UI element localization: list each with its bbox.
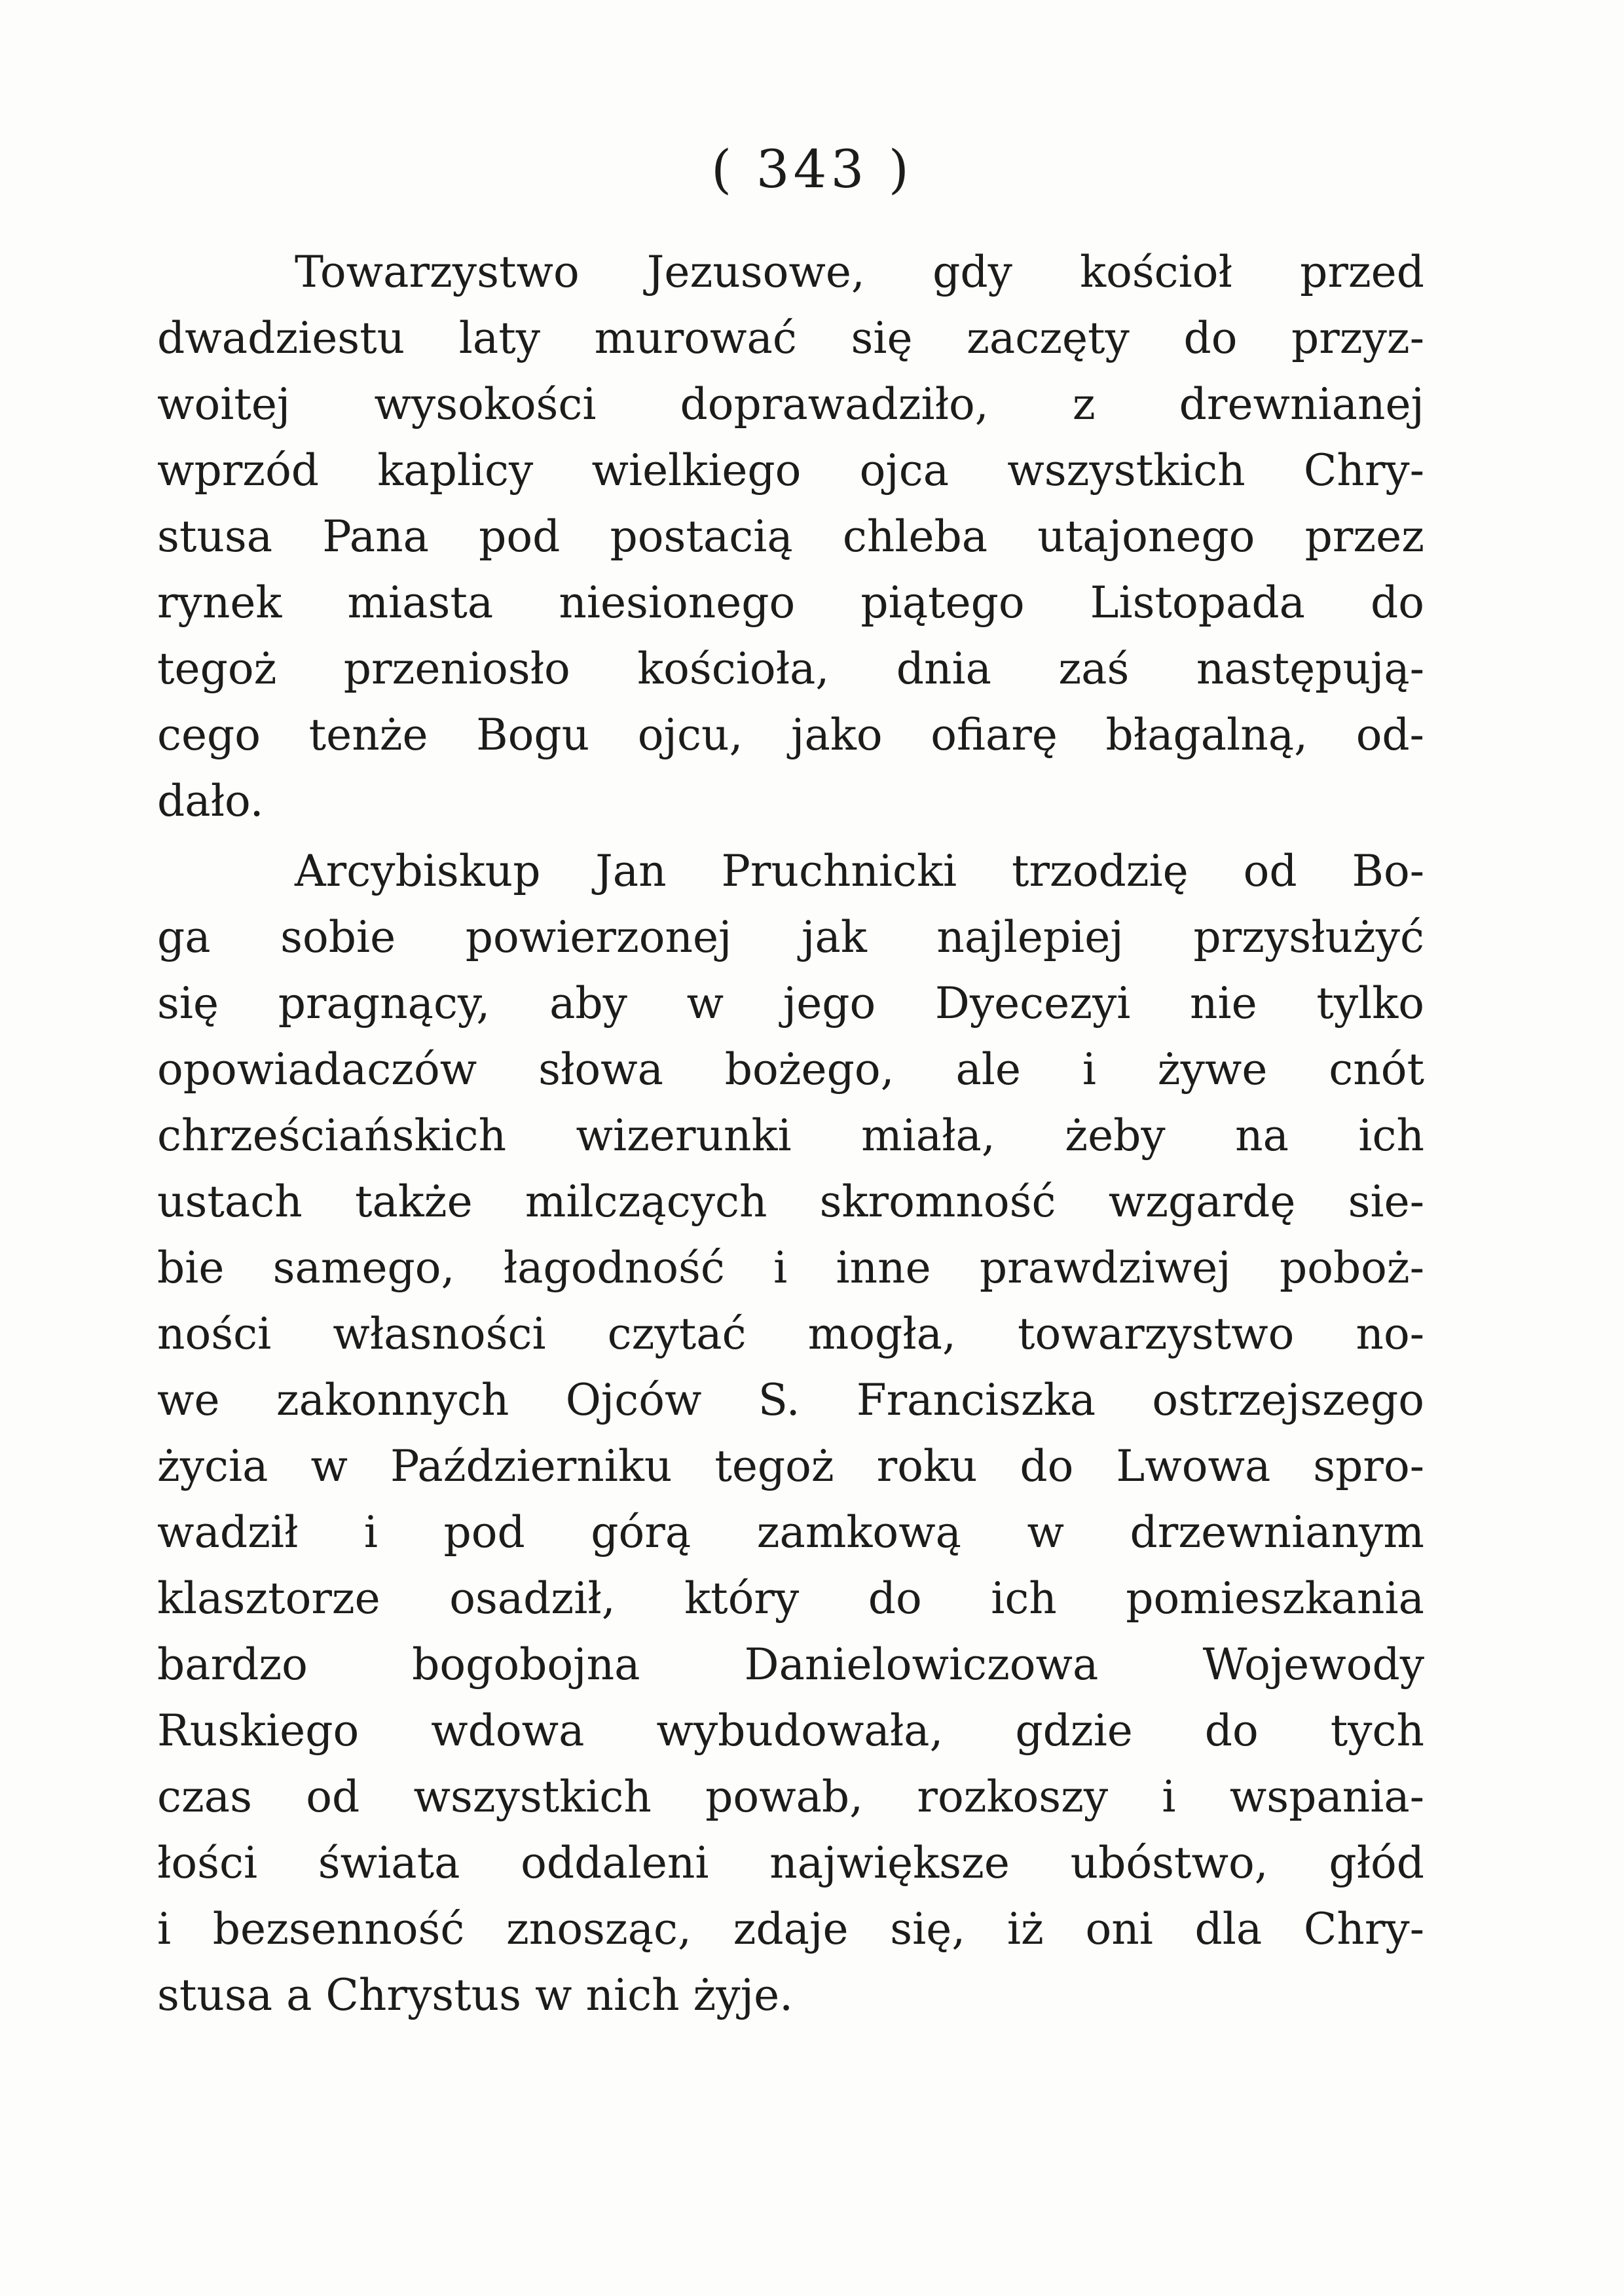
text-line: bardzo bogobojna Danielowiczowa Wojewody — [157, 1639, 1424, 1690]
text-line: dwadziestu laty murować się zaczęty do przyz- — [157, 313, 1424, 363]
text-line: klasztorze osadził, który do ich pomieszkania — [157, 1573, 1424, 1624]
text-line: stusa Pana pod postacią chleba utajonego przez — [157, 511, 1424, 562]
text-line: życia w Październiku tegoż roku do Lwowa spro- — [157, 1441, 1424, 1491]
text-line: woitej wysokości doprawadziło, z drewnianej — [157, 379, 1424, 429]
text-line: się pragnący, aby w jego Dyecezyi nie tylko — [157, 978, 1424, 1029]
text-line: tegoż przeniosło kościoła, dnia zaś następują- — [157, 644, 1424, 694]
text-line: bie samego, łagodność i inne prawdziwej poboż- — [157, 1243, 1424, 1293]
paragraph-1 — [157, 239, 1424, 834]
text-line: dało. — [157, 776, 264, 826]
text-line: stusa a Chrystus w nich żyje. — [157, 1970, 794, 2020]
text-line: ności własności czytać mogła, towarzystwo no- — [157, 1309, 1424, 1359]
text-line: cego tenże Bogu ojcu, jako ofiarę błagalną, od- — [157, 710, 1424, 760]
text-line: ga sobie powierzonej jak najlepiej przysłużyć — [157, 912, 1424, 962]
text-line: i bezsenność znosząc, zdaje się, iż oni dla Chry- — [157, 1904, 1424, 1954]
text-line: chrześciańskich wizerunki miała, żeby na ich — [157, 1110, 1424, 1161]
text-line: łości świata oddaleni największe ubóstwo, głód — [157, 1838, 1424, 1888]
text-line: opowiadaczów słowa bożego, ale i żywe cnót — [157, 1044, 1424, 1095]
text-line: rynek miasta niesionego piątego Listopada do — [157, 577, 1424, 628]
page-number: ( 343 ) — [711, 139, 913, 200]
text-line: ustach także milczących skromność wzgardę sie- — [157, 1176, 1424, 1227]
text-line: czas od wszystkich powab, rozkoszy i wspania- — [157, 1772, 1424, 1822]
text-line: wprzód kaplicy wielkiego ojca wszystkich Chry- — [157, 445, 1424, 496]
text-line: Arcybiskup Jan Pruchnicki trzodzię od Bo- — [295, 846, 1424, 896]
text-line: Towarzystwo Jezusowe, gdy kościoł przed — [295, 247, 1424, 297]
text-line: Ruskiego wdowa wybudowała, gdzie do tych — [157, 1705, 1424, 1756]
text-line: we zakonnych Ojców S. Franciszka ostrzejszego — [157, 1375, 1424, 1425]
paragraph-2 — [157, 838, 1424, 2028]
text-line: wadził i pod górą zamkową w drzewnianym — [157, 1507, 1424, 1558]
